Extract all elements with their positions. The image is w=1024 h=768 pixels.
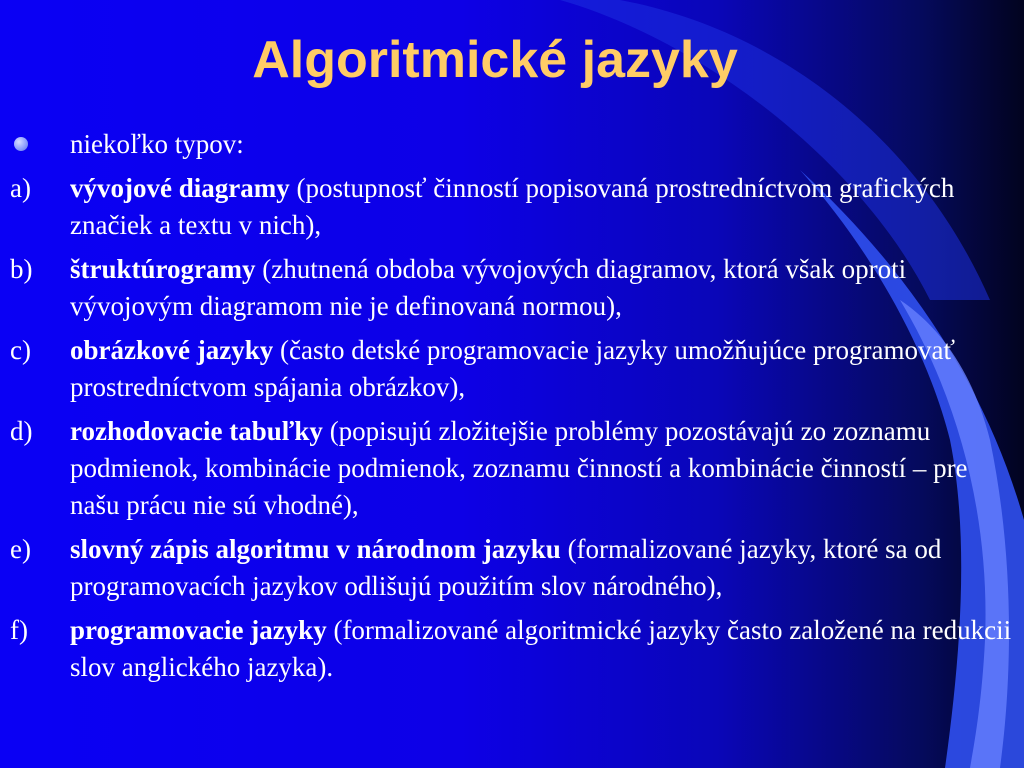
list-item (0, 612, 1015, 686)
list-item-term: rozhodovacie tabuľky (70, 416, 323, 446)
list-item-term: vývojové diagramy (70, 173, 290, 203)
list-item-term: programovacie jazyky (70, 615, 327, 645)
list-item (0, 170, 1015, 244)
list-item-description: (často detské programovacie jazyky umožňujúce programovať prostredníctvom spájania obrázkov), (70, 335, 956, 402)
list-item (0, 332, 1015, 406)
list-marker: a) (10, 173, 31, 203)
list-item (0, 413, 1015, 524)
slide-title: Algoritmické jazyky (252, 31, 738, 89)
list-item-description: (postupnosť činností popisovaná prostredníctvom grafických značiek a textu v nich), (70, 173, 955, 240)
list-item (0, 251, 1015, 325)
list-item-description: (formalizované jazyky, ktoré sa od programovacích jazykov odlišujú použitím slov národného), (70, 534, 942, 601)
list-item-description: (formalizované algoritmické jazyky často založené na redukcii slov anglického jazyka). (70, 615, 1012, 682)
slide-content (0, 126, 1015, 693)
list-item-term: slovný zápis algoritmu v národnom jazyku (70, 534, 561, 564)
list-item-description: (popisujú zložitejšie problémy pozostávajú zo zoznamu podmienok, kombinácie podmienok, zoznamu činností a kombinácie činností – pre našu prácu nie sú vhodné), (70, 416, 968, 520)
list-item-description: (zhutnená obdoba vývojových diagramov, ktorá však oproti vývojovým diagramom nie je definovaná normou), (70, 254, 907, 321)
list-marker: c) (10, 335, 31, 365)
list-marker: d) (10, 416, 33, 446)
intro-text: niekoľko typov: (70, 129, 244, 159)
list-marker: e) (10, 534, 31, 564)
bullet-dot-icon (14, 137, 28, 151)
list-marker: f) (10, 615, 28, 645)
list-item-term: obrázkové jazyky (70, 335, 274, 365)
list-item (0, 531, 1015, 605)
list-marker: b) (10, 254, 33, 284)
list-item-term: štruktúrogramy (70, 254, 256, 284)
intro-bullet (0, 126, 1015, 163)
